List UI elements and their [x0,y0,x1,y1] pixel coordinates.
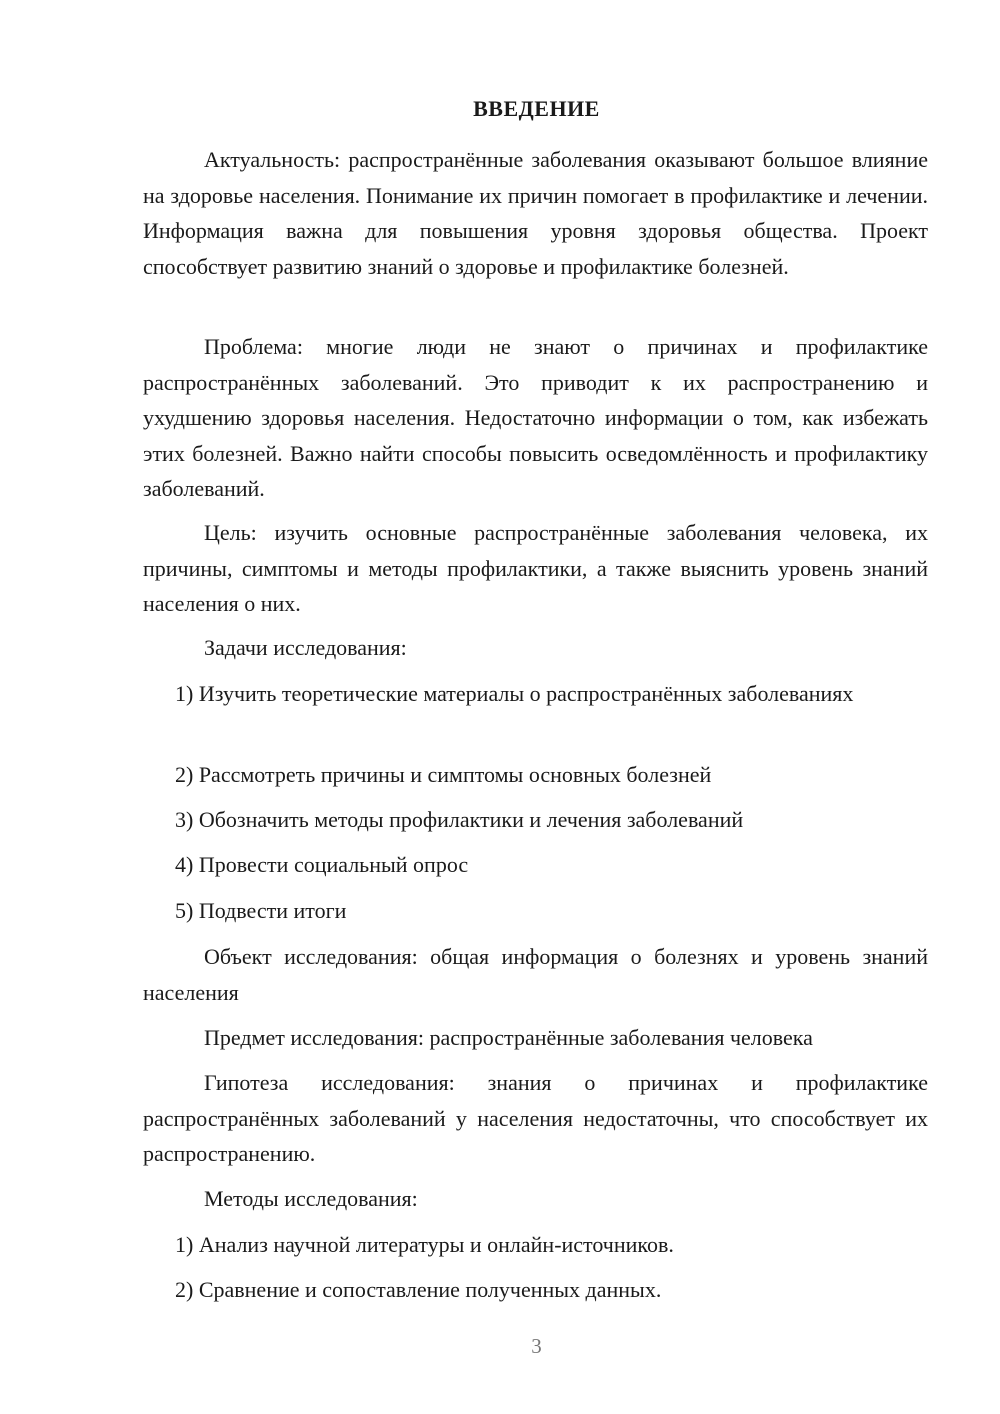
method-item: 1) Анализ научной литературы и онлайн-источников. [175,1232,674,1257]
task-item: 5) Подвести итоги [175,898,347,923]
task-item: 2) Рассмотреть причины и симптомы основных болезней [175,762,712,787]
subject-paragraph: Предмет исследования: распространённые заболевания человека [204,1025,813,1050]
goal-paragraph: Цель: изучить основные распространённые заболевания человека, их причины, симптомы и методы профилактики, а также выяснить уровень знаний населения о них. [143,520,928,616]
page-number: 3 [531,1334,542,1358]
task-item: 4) Провести социальный опрос [175,852,469,877]
hypothesis-paragraph: Гипотеза исследования: знания о причинах и профилактике распространённых заболеваний у населения недостаточны, что способствует их распространению. [143,1070,928,1166]
tasks-heading: Задачи исследования: [204,635,407,660]
task-item: 1) Изучить теоретические материалы о распространённых заболеваниях [175,681,854,706]
methods-heading: Методы исследования: [204,1186,418,1211]
task-item: 3) Обозначить методы профилактики и лечения заболеваний [175,807,744,832]
page-title: ВВЕДЕНИЕ [473,96,600,121]
method-item: 2) Сравнение и сопоставление полученных данных. [175,1277,662,1302]
problem-paragraph: Проблема: многие люди не знают о причинах и профилактике распространённых заболеваний. Это приводит к их распространению и ухудшению здоровья населения. Недостаточно информации о том, как избежать этих болезней. Важно найти способы повысить осведомлённость и профилактику заболеваний. [143,334,928,501]
relevance-paragraph: Актуальность: распространённые заболевания оказывают большое влияние на здоровье населения. Понимание их причин помогает в профилактике и лечении. Информация важна для повышения уровня здоровья общества. Проект способствует развитию знаний о здоровье и профилактике болезней. [143,147,928,279]
object-paragraph: Объект исследования: общая информация о болезнях и уровень знаний населения [143,944,928,1005]
